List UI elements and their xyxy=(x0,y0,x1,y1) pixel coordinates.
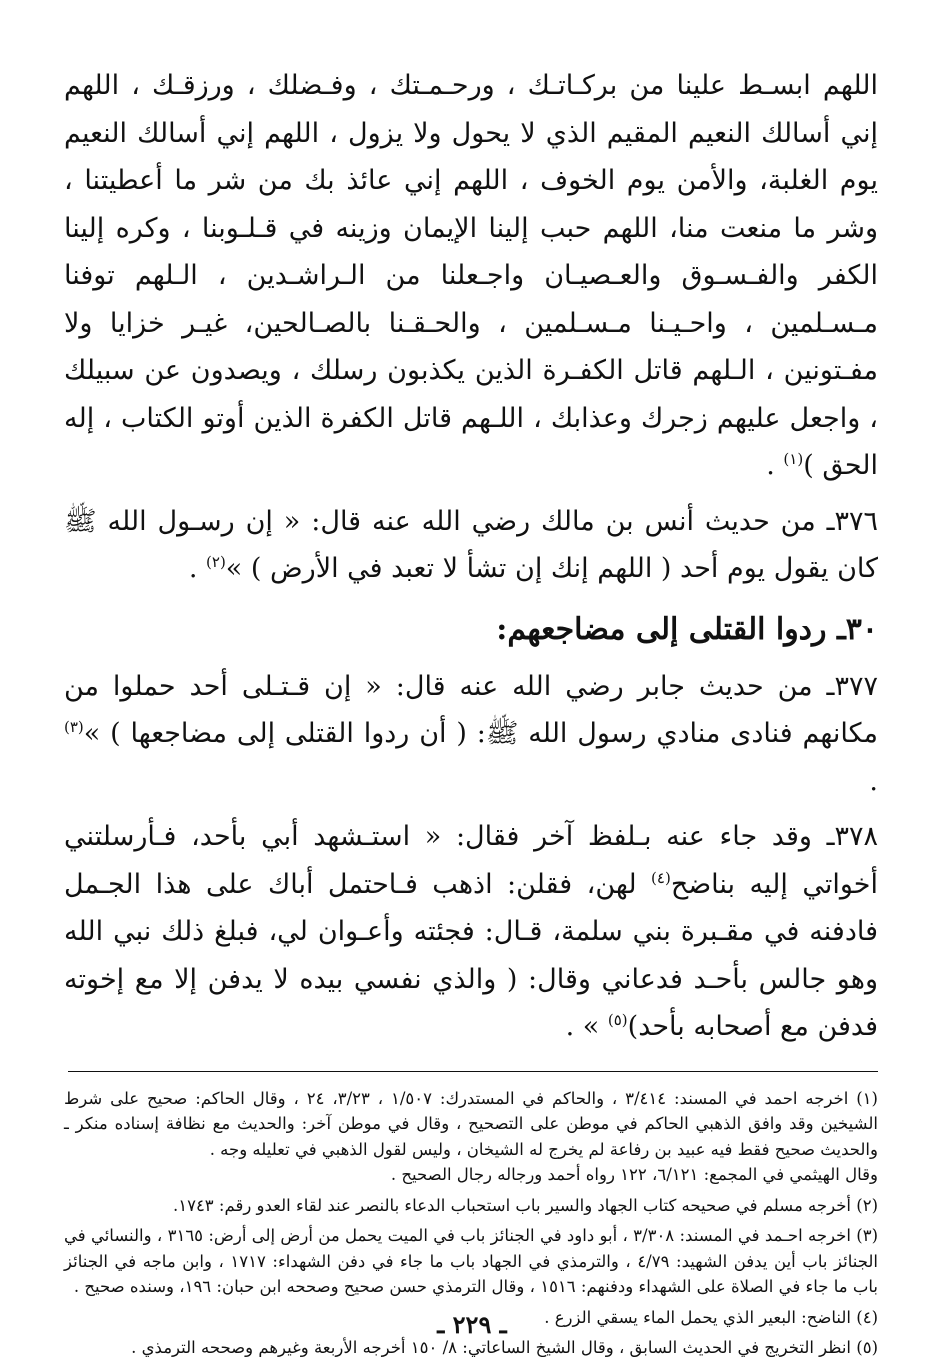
footnote-1-extra: وقال الهيثمي في المجمع: ٦/١٢١، ١٢٢ رواه أحمد ورجاله رجال الصحيح . xyxy=(390,1165,878,1184)
prayer-paragraph xyxy=(64,62,878,490)
footnote-1 xyxy=(64,1086,878,1188)
footnote-4: (٤) الناضح: البعير الذي يحمل الماء يسقي الزرع . xyxy=(544,1307,878,1327)
main-text xyxy=(64,62,878,1051)
hadith-376-end: . xyxy=(188,553,207,584)
footnote-5: (٥) انظر التخريج في الحديث السابق ، وقال الشيخ الساعاتي: ٨/ ١٥٠ أخرجه الأربعة وغيرهم وصححه الترمذي . xyxy=(131,1338,878,1357)
footnote-1-text: (١) اخرجه احمد في المسند: ٣/٤١٤ ، والحاكم في المستدرك: ١/٥٠٧ ، ٣/٢٣، ٢٤ ، وقال الحاكم: صحيح على شرط الشيخين وقد وافق الذهبي الحاكم في موطن على التصحيح ، وقال في موطن آخر: والحديث مع نظافة إسناده منكر ـ والحديث صحيح فقط فيه عبيد بن رفاعة لم يخرج له الشيخان ، وليس لقول الذهبي في تعليله وجه . xyxy=(64,1088,878,1159)
footnote-2: (٢) أخرجه مسلم في صحيحه كتاب الجهاد والسير باب استحباب الدعاء بالنصر عند لقاء العدو رقم: ١٧٤٣. xyxy=(172,1195,878,1215)
prayer-text: اللهم ابسـط علينا من بركـاتـك ، ورحـمـتك ، وفـضلك ، ورزقـك ، اللهم إني أسالك النعيم المقيم الذي لا يحول ولا يزول ، اللهم إني أسالك النعيم يوم الغلبة، والأمن يوم الخوف ، اللهم إني عائذ بك من شر ما أعطيتنا ، وشر ما منعت منا، اللهم حبب إلينا الإيمان وزينه في قـلـوبنا ، وكره إلينا الكفر والفـسـوق والعـصيـان واجـعلنا من الـراشـدين ، الـلهم توفنا مـسـلمين ، واحـيـنا مـسـلمين ، والحـقـنا بالصـالحين، غيـر خزايا ولا مفـتونين ، الـلهم قاتل الكفـرة الذين يكذبون رسلك ، ويصدون عن سبيلك ، واجعل عليهم زجرك وعذابك ، اللـهم قاتل الكفرة الذين أوتو الكتاب ، إله الحق ) xyxy=(64,70,878,481)
footnote-ref-1[interactable]: (١) xyxy=(783,450,804,468)
hadith-376-text: ٣٧٦ـ من حديث أنس بن مالك رضي الله عنه قال: « إن رسـول الله ﷺ كان يقول يوم أحد ( اللهم إنك إن تشأ لا تعبد في الأرض ) » xyxy=(64,505,878,584)
section-heading: ٣٠ـ ردوا القتلى إلى مضاجعهم: xyxy=(496,611,878,647)
hadith-378-text-1: ٣٧٨ـ وقد جاء عنه بـلفظ آخر فقال: « استـشهد أبي بأحد، فـأرسلتني أخواتي إليه بناضح xyxy=(64,821,878,900)
hadith-378-end: » . xyxy=(565,1011,608,1042)
footnote-divider xyxy=(68,1071,878,1072)
hadith-377-text: ٣٧٧ـ من حديث جابر رضي الله عنه قال: « إن قـتـلى أحد حملوا من مكانهم فنادى منادي رسول الله ﷺ: ( أن ردوا القتلى إلى مضاجعها ) » xyxy=(64,670,878,749)
hadith-378 xyxy=(64,813,878,1051)
footnote-3: (٣) اخرجه احـمد في المسند: ٣/٣٠٨ ، أبو داود في الجنائز باب في الميت يحمل من أرض إلى أرض: ٣١٦٥ ، والنسائي في الجنائز باب أين يدفن الشهيد: ٤/٧٩ ، والترمذي في الجهاد باب ما جاء في دفن الشهداء: ١٧١٧ ، وابن ماجه في الجنائز باب ما جاء في الصلاة على الشهداء ودفنهم: ١٥١٦ ، وقال الترمذي حسن صحيح وصححه ابن حبان: ١٩٦، وسنده صحيح . xyxy=(64,1226,878,1296)
hadith-378-text-2: لهن، فقلن: اذهب فـاحتمل أباك على هذا الجـمل فادفنه في مقـبرة بني سلمة، قـال: فجئته وأعـوان لي، فبلغ ذلك نبي الله وهو جالس بأحـد فدعاني وقال: ( والذي نفسي بيده لا يدفن إلا مع إخوته فدفن مع أصحابه بأحد) xyxy=(64,868,878,1042)
footnote-ref-3[interactable]: (٣) xyxy=(64,718,84,736)
hadith-376 xyxy=(64,498,878,593)
footnote-ref-2[interactable]: (٢) xyxy=(206,553,226,571)
hadith-377-end: . xyxy=(869,765,878,797)
prayer-end: . xyxy=(766,450,784,481)
footnote-ref-5[interactable]: (٥) xyxy=(607,1011,628,1029)
page-number: ـ ٢٢٩ ـ xyxy=(437,1310,507,1339)
hadith-377 xyxy=(64,663,878,806)
footnote-ref-4[interactable]: (٤) xyxy=(651,868,671,887)
